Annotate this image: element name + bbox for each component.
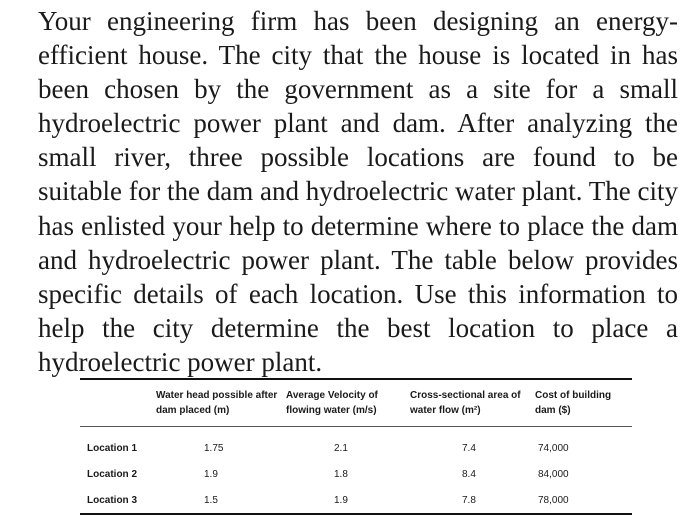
cell-cost: 74,000 xyxy=(538,442,569,454)
cell-cross-section: 7.8 xyxy=(462,494,476,506)
table-row xyxy=(80,487,632,514)
cell-velocity: 1.8 xyxy=(334,468,348,480)
cell-cost: 78,000 xyxy=(538,494,569,506)
cell-cross-section: 8.4 xyxy=(462,468,476,480)
cell-cost: 84,000 xyxy=(538,468,569,480)
row-location-label: Location 3 xyxy=(87,494,138,506)
table-row xyxy=(80,461,632,487)
header-water-head: Water head possible after dam placed (m) xyxy=(156,390,278,416)
table-header-row xyxy=(80,379,632,427)
row-location-label: Location 1 xyxy=(87,442,138,454)
cell-velocity: 1.9 xyxy=(334,494,348,506)
cell-water-head: 1.9 xyxy=(204,468,218,480)
cell-water-head: 1.5 xyxy=(204,494,218,506)
table-row xyxy=(80,427,632,462)
header-empty xyxy=(80,379,156,427)
cell-velocity: 2.1 xyxy=(334,442,348,454)
header-velocity: Average Velocity of flowing water (m/s) xyxy=(286,390,378,416)
header-cross-section: Cross-sectional area of water flow (m²) xyxy=(410,390,521,416)
header-cost: Cost of building dam ($) xyxy=(535,390,612,416)
problem-paragraph: Your engineering firm has been designing an energy-efficient house. The city that the house is located in has been chosen by the government as a site for a small hydroelectric power plant and dam. After analyzing the small river, three possible locations are found to be suitable for the dam and hydroelectric water plant. The city has enlisted your help to determine where to place the dam and hydroelectric power plant. The table below provides specific details of each location. Use this information to help the city determine the best location to place a hydroelectric power plant. xyxy=(38,6,678,377)
row-location-label: Location 2 xyxy=(87,468,138,480)
location-table xyxy=(80,378,632,515)
cell-cross-section: 7.4 xyxy=(462,442,476,454)
cell-water-head: 1.75 xyxy=(204,442,224,454)
